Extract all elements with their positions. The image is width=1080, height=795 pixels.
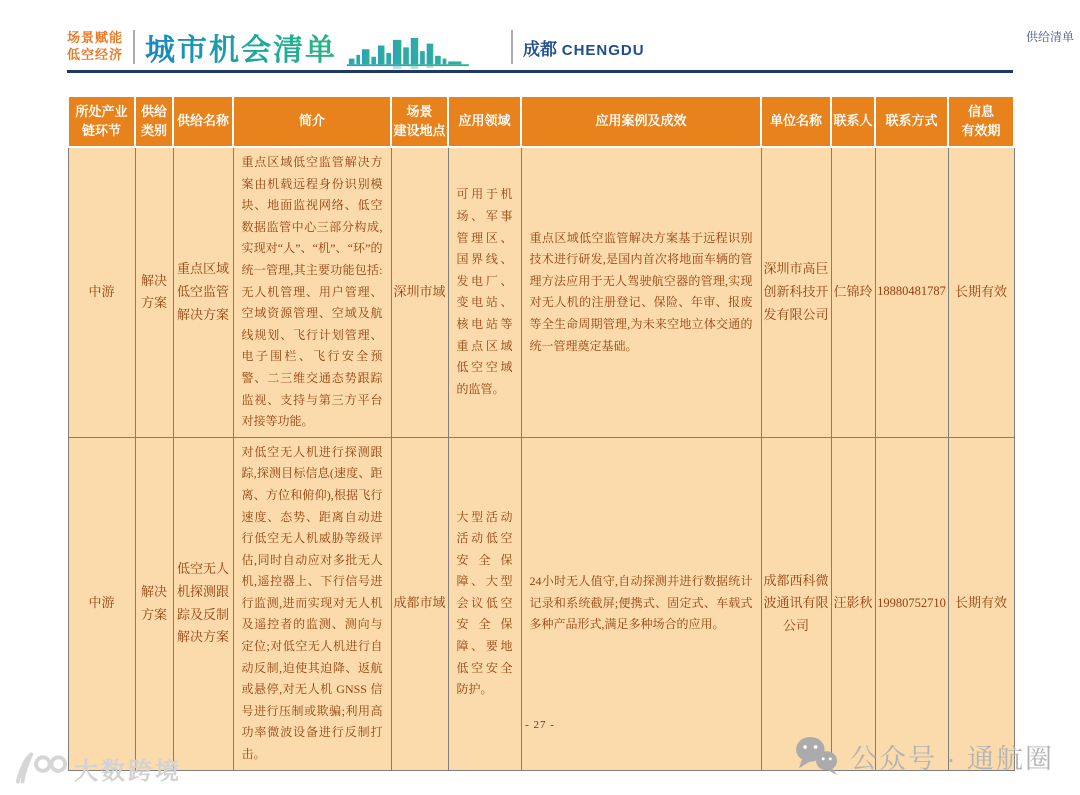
page-number: - 27 - <box>525 719 555 731</box>
table-row <box>68 147 1014 437</box>
cell-intro: 重点区域低空监管解决方案由机载远程身份识别模块、地面监视网络、低空数据监管中心三部分构成,实现对“人”、“机”、“环”的统一管理,其主要功能包括:无人机管理、用户管理、空域资源管理、空域及航线规划、飞行计划管理、电子围栏、飞行安全预警、二三维交通态势跟踪监视、支持与第三方平台对接等功能。 <box>233 147 391 437</box>
header <box>67 24 1013 72</box>
col-validity: 信息 有效期 <box>948 96 1014 147</box>
cell-cases: 24小时无人值守,自动探测并进行数据统计记录和系统截屏;便携式、固定式、车载式多种产品形式,满足多种场合的应用。 <box>521 437 761 770</box>
page-title: 城市机会清单 <box>145 25 337 69</box>
tagline <box>67 30 123 64</box>
cell-org: 深圳市高巨创新科技开发有限公司 <box>761 147 831 437</box>
cell-org: 成都西科微波通讯有限公司 <box>761 437 831 770</box>
wechat-icon <box>794 736 840 776</box>
cell-category: 解决方案 <box>135 147 173 437</box>
tagline-line1: 场景赋能 <box>67 30 124 46</box>
tagline-line2: 低空经济 <box>67 47 124 62</box>
dashukuajing-logo-icon <box>10 748 68 788</box>
col-scene-location: 场景 建设地点 <box>391 96 448 147</box>
col-org-name: 单位名称 <box>761 96 831 147</box>
cell-field: 可用于机场、军事管理区、国界线、发电厂、变电站、核电站等重点区域低空空域的监管。 <box>448 147 521 437</box>
cell-contact: 仁锦玲 <box>831 147 875 437</box>
cell-intro: 对低空无人机进行探测跟踪,探测目标信息(速度、距离、方位和俯仰),根据飞行速度、态势、距离自动进行低空无人机威胁等级评估,同时自动应对多批无人机,遥控器上、下行信号进行监测,进而实现对无人机及遥控者的监测、测向与定位;对低空无人机进行自动反制,迫使其迫降、返航或悬停,对无人机 GNSS 信号进行压制或欺骗;利用高功率微波设备进行反制打击。 <box>233 437 391 770</box>
col-supply-name: 供给名称 <box>173 96 233 147</box>
cell-validity: 长期有效 <box>948 147 1014 437</box>
col-application-field: 应用领域 <box>448 96 521 147</box>
header-rule <box>67 70 1013 73</box>
table-header-row <box>68 96 1014 147</box>
col-intro: 简介 <box>233 96 391 147</box>
watermark-right-text: 公众号 · 通航圈 <box>850 743 1054 774</box>
col-phone: 联系方式 <box>875 96 948 147</box>
cell-validity: 长期有效 <box>948 437 1014 770</box>
brand-block <box>67 24 1013 70</box>
cell-location: 深圳市域 <box>391 147 448 437</box>
cell-field: 大型活动活动低空安全保障、大型会议低空安全保障、要地低空安全防护。 <box>448 437 521 770</box>
watermark-left-text: 大数跨境 <box>74 757 182 785</box>
col-industry-chain: 所处产业 链环节 <box>68 96 135 147</box>
watermark-left <box>10 748 182 788</box>
cell-contact: 汪影秋 <box>831 437 875 770</box>
city-name-en: CHENGDU <box>561 41 645 59</box>
watermark-right <box>794 736 1054 776</box>
divider <box>511 30 513 64</box>
cell-chain: 中游 <box>68 437 135 770</box>
divider <box>133 30 135 64</box>
city-name: 成都 <box>523 39 558 59</box>
col-contact: 联系人 <box>831 96 875 147</box>
corner-label: 供给清单 <box>1025 30 1074 44</box>
city-skyline-icon <box>347 36 497 70</box>
cell-phone: 18880481787 <box>875 147 948 437</box>
col-supply-category: 供给 类别 <box>135 96 173 147</box>
col-cases: 应用案例及成效 <box>521 96 761 147</box>
cell-category: 解决方案 <box>135 437 173 770</box>
cell-name: 重点区域低空监管解决方案 <box>173 147 233 437</box>
cell-chain: 中游 <box>68 147 135 437</box>
supply-table <box>67 95 1015 771</box>
city-label <box>523 35 645 60</box>
cell-name: 低空无人机探测跟踪及反制解决方案 <box>173 437 233 770</box>
cell-cases: 重点区域低空监管解决方案基于远程识别技术进行研发,是国内首次将地面车辆的管理方法应用于无人驾驶航空器的管理,实现对无人机的注册登记、保险、年审、报废等全生命周期管理,为未来空地立体交通的统一管理奠定基础。 <box>521 147 761 437</box>
cell-phone: 19980752710 <box>875 437 948 770</box>
cell-location: 成都市域 <box>391 437 448 770</box>
